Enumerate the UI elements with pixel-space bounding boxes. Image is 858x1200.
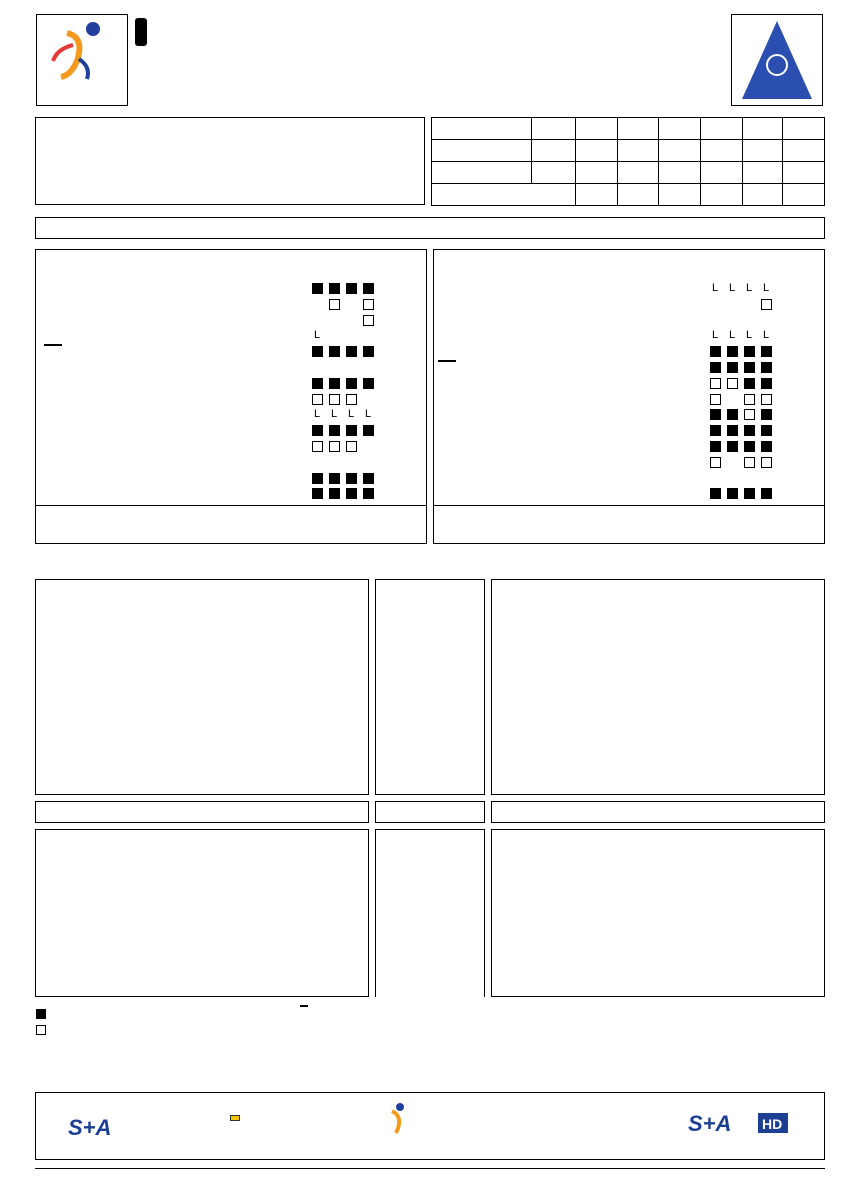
player-row — [434, 471, 824, 486]
starter-square-icon — [346, 425, 357, 436]
team-b-set2 — [617, 162, 659, 184]
starter-square-icon — [727, 488, 738, 499]
sponsor-sports-action — [66, 1113, 146, 1150]
substitute-square-icon — [312, 441, 323, 452]
starter-square-icon — [363, 488, 374, 499]
starter-square-icon — [727, 425, 738, 436]
team-b-total — [783, 162, 825, 184]
set2-header — [617, 118, 659, 140]
starter-square-icon — [363, 425, 374, 436]
substitute-square-icon — [710, 378, 721, 389]
sponsor-pvl — [386, 1101, 506, 1155]
libero-mark: L — [763, 329, 770, 342]
substitute-square-icon — [710, 457, 721, 468]
set2-duration — [617, 184, 659, 206]
starter-square-icon — [710, 488, 721, 499]
set4-header — [701, 118, 743, 140]
starter-square-icon — [346, 488, 357, 499]
svg-text:S+A: S+A — [688, 1111, 732, 1136]
substitute-square-icon — [761, 394, 772, 405]
libero-mark: L — [348, 408, 355, 421]
team-b-set4 — [701, 162, 743, 184]
substitute-square-icon — [744, 409, 755, 420]
player-row — [36, 392, 426, 407]
player-row — [434, 313, 824, 328]
team-a-assistant-line — [40, 526, 46, 540]
starter-square-icon — [744, 488, 755, 499]
legend — [36, 1005, 436, 1037]
scoring-team-b-box — [491, 579, 825, 795]
team-a-total — [783, 140, 825, 162]
player-row — [36, 407, 426, 422]
player-row — [36, 376, 426, 391]
starter-square-icon — [363, 283, 374, 294]
starter-square-icon — [744, 362, 755, 373]
starter-square-icon — [312, 378, 323, 389]
player-row — [434, 328, 824, 343]
starter-square-icon — [363, 346, 374, 357]
substitute-square-icon — [363, 315, 374, 326]
starter-square-icon — [744, 378, 755, 389]
pvl-logo — [36, 14, 128, 106]
starter-square-icon — [710, 409, 721, 420]
scoring-skills-box — [375, 579, 485, 795]
set4-duration — [701, 184, 743, 206]
sets-total-duration — [783, 184, 825, 206]
starter-square-icon — [312, 283, 323, 294]
player-row — [36, 423, 426, 438]
player-row — [36, 281, 426, 296]
svg-text:HD: HD — [762, 1116, 783, 1132]
sports-vision-logo — [731, 14, 823, 106]
libero-mark: L — [746, 329, 753, 342]
substitute-square-icon — [744, 457, 755, 468]
team-a-code — [432, 140, 532, 162]
player-number — [438, 360, 456, 362]
total-header — [783, 118, 825, 140]
starter-square-icon — [710, 441, 721, 452]
starter-square-icon — [329, 488, 340, 499]
player-number — [44, 344, 62, 346]
libero-mark: L — [314, 329, 321, 342]
document-code — [135, 18, 147, 46]
player-row — [36, 486, 426, 501]
substitute-square-icon — [346, 394, 357, 405]
player-row — [36, 360, 426, 375]
starter-square-icon — [346, 473, 357, 484]
substitute-square-icon — [312, 394, 323, 405]
team-a-set3 — [659, 140, 701, 162]
player-row — [434, 439, 824, 454]
team-a-set1 — [575, 140, 617, 162]
starter-square-icon — [727, 346, 738, 357]
sponsor-mikasa — [230, 1115, 240, 1121]
team-b-roster — [433, 249, 825, 544]
sponsor-sports-action-hd — [686, 1109, 796, 1148]
libero-mark: L — [746, 282, 753, 294]
player-row — [434, 281, 824, 296]
substitute-square-icon — [329, 394, 340, 405]
team-b-set3 — [659, 162, 701, 184]
set1-duration — [575, 184, 617, 206]
player-row — [434, 360, 824, 375]
set5-duration — [743, 184, 783, 206]
set-duration-label — [432, 184, 576, 206]
team-b-set1 — [575, 162, 617, 184]
team-a-set5 — [743, 140, 783, 162]
set1-header — [575, 118, 617, 140]
team-a-set4 — [701, 140, 743, 162]
substitute-square-icon — [710, 394, 721, 405]
starter-square-icon — [329, 283, 340, 294]
team-b-assistant-line — [438, 526, 444, 540]
libero-mark: L — [712, 282, 719, 294]
substitute-square-icon — [329, 441, 340, 452]
player-row — [36, 439, 426, 454]
starter-square-icon — [710, 362, 721, 373]
substitute-square-icon — [744, 394, 755, 405]
player-row — [36, 344, 426, 359]
set3-duration — [659, 184, 701, 206]
referees-box — [35, 217, 825, 239]
sets-header — [531, 118, 575, 140]
team-a-set2 — [617, 140, 659, 162]
team-b-code — [432, 162, 532, 184]
team-b-set5 — [743, 162, 783, 184]
substitute-square-icon — [363, 299, 374, 310]
player-row — [36, 471, 426, 486]
nonscoring-team-b-box — [491, 829, 825, 997]
team-a-roster — [35, 249, 427, 544]
player-row — [434, 376, 824, 391]
player-row — [36, 455, 426, 470]
substitute-square-icon — [329, 299, 340, 310]
team-b-divider — [434, 505, 824, 506]
starter-square-icon — [346, 346, 357, 357]
player-row — [434, 455, 824, 470]
best-scorer-label-box — [375, 801, 485, 823]
svg-text:S+A: S+A — [68, 1115, 112, 1140]
team-a-sets — [531, 140, 575, 162]
teams-header — [432, 118, 532, 140]
libero-mark: L — [763, 282, 770, 294]
starter-square-icon — [761, 488, 772, 499]
starter-square-icon — [346, 283, 357, 294]
starter-square-icon — [727, 409, 738, 420]
starter-square-icon — [761, 378, 772, 389]
libero-mark: L — [729, 329, 736, 342]
starter-square-icon — [761, 362, 772, 373]
player-row — [434, 344, 824, 359]
libero-mark: L — [314, 408, 321, 421]
starter-square-icon — [329, 346, 340, 357]
starter-square-icon — [329, 378, 340, 389]
player-row — [434, 423, 824, 438]
substitute-square-icon — [36, 1025, 46, 1035]
player-row — [36, 297, 426, 312]
legend-captain-symbol — [300, 1005, 308, 1007]
starter-square-icon — [363, 473, 374, 484]
starting-square-icon — [36, 1009, 46, 1019]
libero-mark: L — [712, 329, 719, 342]
starter-square-icon — [761, 346, 772, 357]
footer-divider — [35, 1168, 825, 1169]
team-a-divider — [36, 505, 426, 506]
libero-mark: L — [365, 408, 372, 421]
starter-square-icon — [710, 425, 721, 436]
player-row — [36, 313, 426, 328]
substitute-square-icon — [727, 378, 738, 389]
set3-header — [659, 118, 701, 140]
substitute-square-icon — [761, 299, 772, 310]
nonscoring-team-a-box — [35, 829, 369, 997]
starter-square-icon — [312, 473, 323, 484]
set5-header — [743, 118, 783, 140]
substitute-square-icon — [346, 441, 357, 452]
libero-mark: L — [729, 282, 736, 294]
nonscoring-skills-box — [375, 829, 485, 997]
substitute-square-icon — [761, 457, 772, 468]
starter-square-icon — [312, 425, 323, 436]
player-row — [434, 407, 824, 422]
player-row — [434, 297, 824, 312]
starter-square-icon — [761, 425, 772, 436]
player-row — [434, 392, 824, 407]
player-row — [434, 486, 824, 501]
starter-square-icon — [761, 441, 772, 452]
best-scorer-a-box — [35, 801, 369, 823]
starter-square-icon — [346, 378, 357, 389]
starter-square-icon — [744, 346, 755, 357]
score-table — [431, 117, 825, 206]
starter-square-icon — [312, 488, 323, 499]
best-scorer-b-box — [491, 801, 825, 823]
starter-square-icon — [727, 441, 738, 452]
starter-square-icon — [727, 362, 738, 373]
team-b-sets — [531, 162, 575, 184]
starter-square-icon — [710, 346, 721, 357]
starter-square-icon — [744, 425, 755, 436]
player-row — [36, 328, 426, 343]
starter-square-icon — [761, 409, 772, 420]
scoring-team-a-box — [35, 579, 369, 795]
starter-square-icon — [363, 378, 374, 389]
starter-square-icon — [329, 473, 340, 484]
starter-square-icon — [744, 441, 755, 452]
sponsors-box — [35, 1092, 825, 1160]
starter-square-icon — [312, 346, 323, 357]
match-info-box — [35, 117, 425, 205]
starter-square-icon — [329, 425, 340, 436]
libero-mark: L — [331, 408, 338, 421]
